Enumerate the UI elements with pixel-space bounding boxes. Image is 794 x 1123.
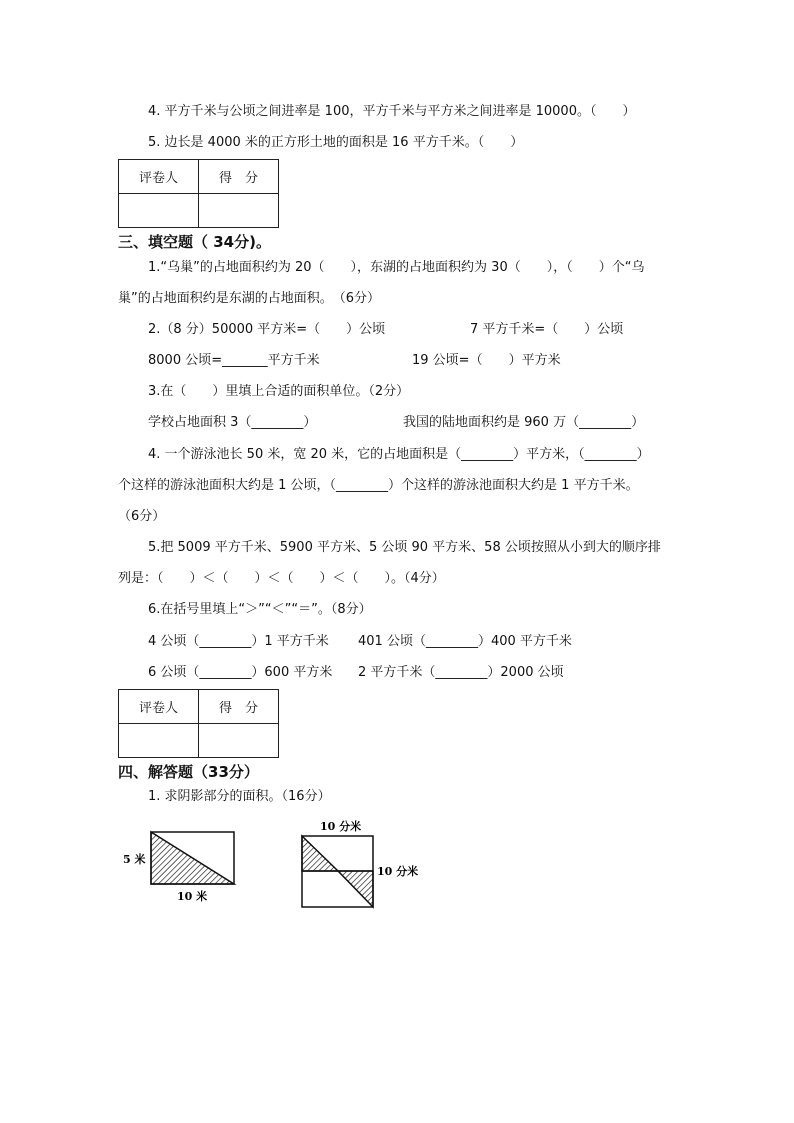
- s3-q2-a: 2.（8 分）50000 平方米=（ ）公顷: [148, 322, 386, 337]
- s3-q2-b: 7 平方千米=（ ）公顷: [470, 322, 624, 337]
- section3-title: 三、填空题（ 34分)。: [118, 233, 271, 251]
- figure-rectangle-triangle: [115, 825, 275, 910]
- judge-q4: 4. 平方千米与公顷之间进率是 100，平方千米与平方米之间进率是 10000。（ ）: [148, 104, 636, 119]
- s4-q1: 1. 求阴影部分的面积。（16分）: [148, 789, 331, 804]
- score-table-1: [118, 159, 279, 228]
- s3-q4-line1: 4. 一个游泳池长 50 米，宽 20 米，它的占地面积是（________）平方米，（________）: [148, 447, 650, 462]
- height-label: 5 米: [123, 853, 146, 866]
- s3-q3: 3.在（ ）里填上合适的面积单位。（2分）: [148, 384, 410, 399]
- s3-q6-c: 6 公顷（________）600 平方米: [148, 665, 333, 680]
- s3-q2-d: 19 公顷=（ ）平方米: [412, 353, 561, 368]
- s3-q4-line3: （6分）: [118, 509, 166, 524]
- top-label: 10 分米: [320, 820, 362, 833]
- s3-q3-b: 我国的陆地面积约是 960 万（________）: [403, 415, 645, 430]
- s3-q1-line2: 巢”的占地面积约是东湖的占地面积。 （6分）: [118, 291, 381, 306]
- figure-square-triangles: [295, 815, 435, 915]
- score-label: 得 分: [199, 160, 279, 194]
- s3-q6-d: 2 平方千米（________）2000 公顷: [358, 665, 564, 680]
- grader-cell[interactable]: [119, 194, 199, 228]
- s3-q4-line2: 个这样的游泳池面积大约是 1 公顷，（________）个这样的游泳池面积大约是 1 平方千米。: [118, 478, 639, 493]
- s3-q6: 6.在括号里填上“＞”“＜”“＝”。（8分）: [148, 602, 372, 617]
- score-label: 得 分: [199, 690, 279, 724]
- s3-q3-a: 学校占地面积 3（________）: [148, 415, 317, 430]
- s3-q1-line1: 1.“乌巢”的占地面积约为 20（ ），东湖的占地面积约为 30（ ），（ ）个“乌: [148, 260, 645, 275]
- s3-q6-a: 4 公顷（________）1 平方千米: [148, 634, 329, 649]
- s3-q5-line2: 列是：（ ）＜（ ）＜（ ）＜（ ）。（4分）: [118, 571, 445, 586]
- s3-q5-line1: 5.把 5009 平方千米、5900 平方米、5 公顷 90 平方米、58 公顷按照从小到大的顺序排: [148, 540, 661, 555]
- side-label: 10 分米: [377, 865, 419, 878]
- grader-label: 评卷人: [119, 160, 199, 194]
- s3-q2-c: 8000 公顷=_______平方千米: [148, 353, 320, 368]
- score-cell[interactable]: [199, 724, 279, 758]
- grader-label: 评卷人: [119, 690, 199, 724]
- grader-cell[interactable]: [119, 724, 199, 758]
- score-table-2: [118, 689, 279, 758]
- s3-q6-b: 401 公顷（________）400 平方千米: [358, 634, 572, 649]
- judge-q5: 5. 边长是 4000 米的正方形土地的面积是 16 平方千米。（ ）: [148, 135, 524, 150]
- section4-title: 四、解答题（33分）: [118, 763, 259, 781]
- score-cell[interactable]: [199, 194, 279, 228]
- width-label: 10 米: [177, 890, 208, 903]
